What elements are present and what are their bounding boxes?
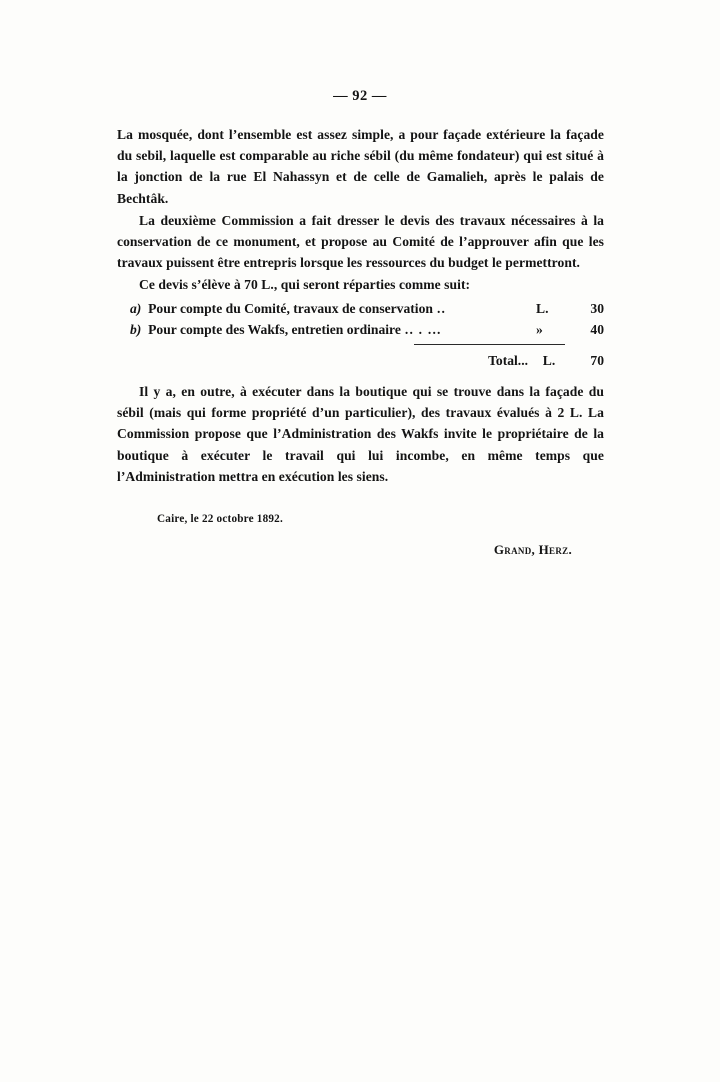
total-amount: 70: [590, 352, 604, 368]
signature-first: Grand: [493, 542, 532, 558]
signature-line: [117, 542, 604, 558]
list-item-currency: »: [536, 322, 543, 338]
list-item-currency: L.: [536, 300, 549, 316]
leader-dots: ..: [436, 300, 447, 316]
page-number: — 92 —: [333, 88, 387, 104]
list-item: [117, 319, 604, 340]
signature-separator: ,: [531, 542, 539, 558]
total-label: Total...: [488, 352, 528, 368]
page-body: [117, 124, 604, 558]
list-item-marker: a): [130, 300, 142, 316]
list-item: [117, 298, 604, 319]
paragraph-1: La mosquée, dont l’ensemble est assez simple, a pour façade extérieure la façade du sebil, laquelle est comparable au riche sébil (du même fondateur) qui est situé à la jonction de la rue El Nahassyn et de celle de Gamalieh, après le palais de Bechtâk.: [117, 127, 604, 206]
paragraph-2: La deuxième Commission a fait dresser le devis des travaux nécessaires à la conservation de ce monument, et propose au Comité de l’approuver afin que les travaux puissent être entrepris lorsque les ressources du budget le permettront.: [117, 212, 604, 271]
total-currency: L.: [542, 352, 556, 368]
list-item-amount: 30: [590, 300, 604, 316]
list-item-label: Pour compte des Wakfs, entretien ordinaire: [148, 322, 401, 338]
section-spacer: [117, 371, 604, 381]
cost-breakdown-list: [117, 298, 604, 371]
place-and-date: Caire, le 22 octobre 1892.: [157, 513, 283, 526]
list-item-label: Pour compte du Comité, travaux de conservation: [148, 300, 433, 316]
total-row: [117, 350, 604, 371]
signature-second: Herz.: [538, 542, 572, 558]
closing-paragraph: Il y a, en outre, à exécuter dans la boutique qui se trouve dans la façade du sébil (mais qui forme propriété d’un particulier), des travaux évalués à 2 L. La Commission propose que l’Administration des Wakfs invite le propriétaire de la boutique à exécuter le travail qui lui incombe, en même temps que l’Administration mettra en exécution les siens.: [117, 384, 604, 484]
list-item-amount: 40: [590, 322, 604, 338]
leader-dots: .. . ...: [404, 322, 442, 338]
total-divider: [414, 344, 565, 345]
paragraph-3: Ce devis s’élève à 70 L., qui seront réparties comme suit:: [139, 277, 471, 293]
list-item-marker: b): [130, 322, 142, 338]
